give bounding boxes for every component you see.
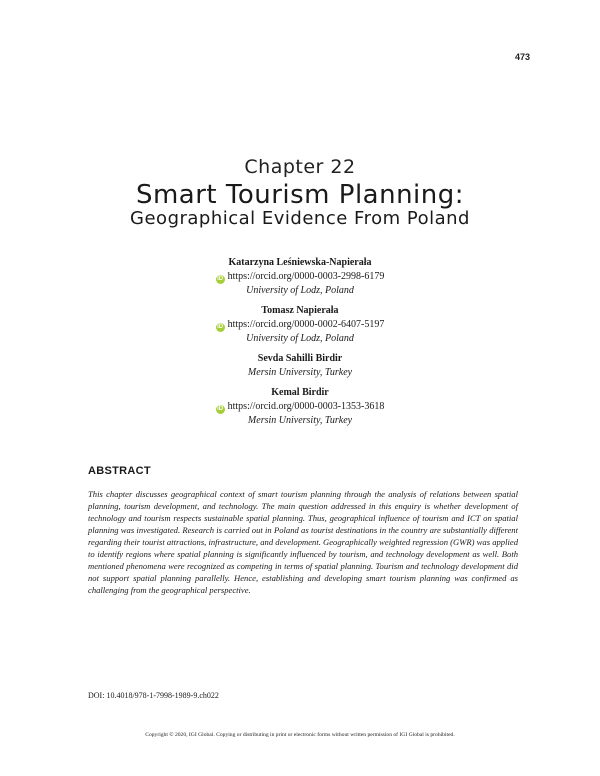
author-name: Tomasz Napierała [261,305,339,316]
author-block [0,386,600,428]
orcid-icon: iD [217,276,224,282]
author-orcid[interactable] [0,318,600,332]
orcid-icon: iD [217,324,224,330]
author-affiliation: Mersin University, Turkey [247,367,353,378]
author-name: Sevda Sahilli Birdir [257,353,343,364]
page-number: 473 [514,52,530,62]
copyright-notice: Copyright © 2020, IGI Global. Copying or distributing in print or electronic forms without written permission of IGI Global is prohibited. [145,732,455,738]
orcid-icon: iD [217,406,224,412]
author-affiliation: University of Lodz, Poland [246,285,354,296]
author-list [0,256,600,434]
abstract-text: This chapter discusses geographical context of smart tourism planning through the analysis of relations between spatial planning, tourism development, and technology. The main question addressed in this enquiry is whether development of technology and tourism respects sustainable spatial planning. Thus, geographical influence of tourism and ICT on spatial planning was investigated. Research is carried out in Poland as tourist destinations in the country are substantially different regarding their tourist attractions, infrastructure, and development. Geographically weighted regression (GWR) was applied to identify regions where spatial planning is significantly influenced by tourism, and technology development as well. Both mentioned phenomena were recognized as competing in terms of spatial planning. Tourism and technology development did not support spatial planning parallelly. Hence, establishing and developing smart tourism planning was confirmed as challenging from the geographical perspective. [88,489,518,595]
orcid-link[interactable]: https://orcid.org/0000-0003-1353-3618 [227,401,385,412]
orcid-link[interactable]: https://orcid.org/0000-0002-6407-5197 [227,319,385,330]
doi-line: DOI: 10.4018/978-1-7998-1989-9.ch022 [88,691,219,700]
author-name: Kemal Birdir [271,387,329,398]
chapter-subtitle: Geographical Evidence From Poland [130,208,470,229]
author-name: Katarzyna Leśniewska-Napierała [228,257,372,268]
orcid-link[interactable]: https://orcid.org/0000-0003-2998-6179 [227,271,385,282]
author-block [0,256,600,298]
chapter-label: Chapter 22 [244,156,356,178]
abstract-heading: ABSTRACT [88,465,151,477]
author-orcid[interactable] [0,400,600,414]
author-orcid[interactable] [0,270,600,284]
chapter-title: Smart Tourism Planning: [135,180,465,210]
author-block [0,304,600,346]
author-block [0,352,600,380]
author-affiliation: University of Lodz, Poland [246,333,354,344]
author-affiliation: Mersin University, Turkey [247,415,353,426]
